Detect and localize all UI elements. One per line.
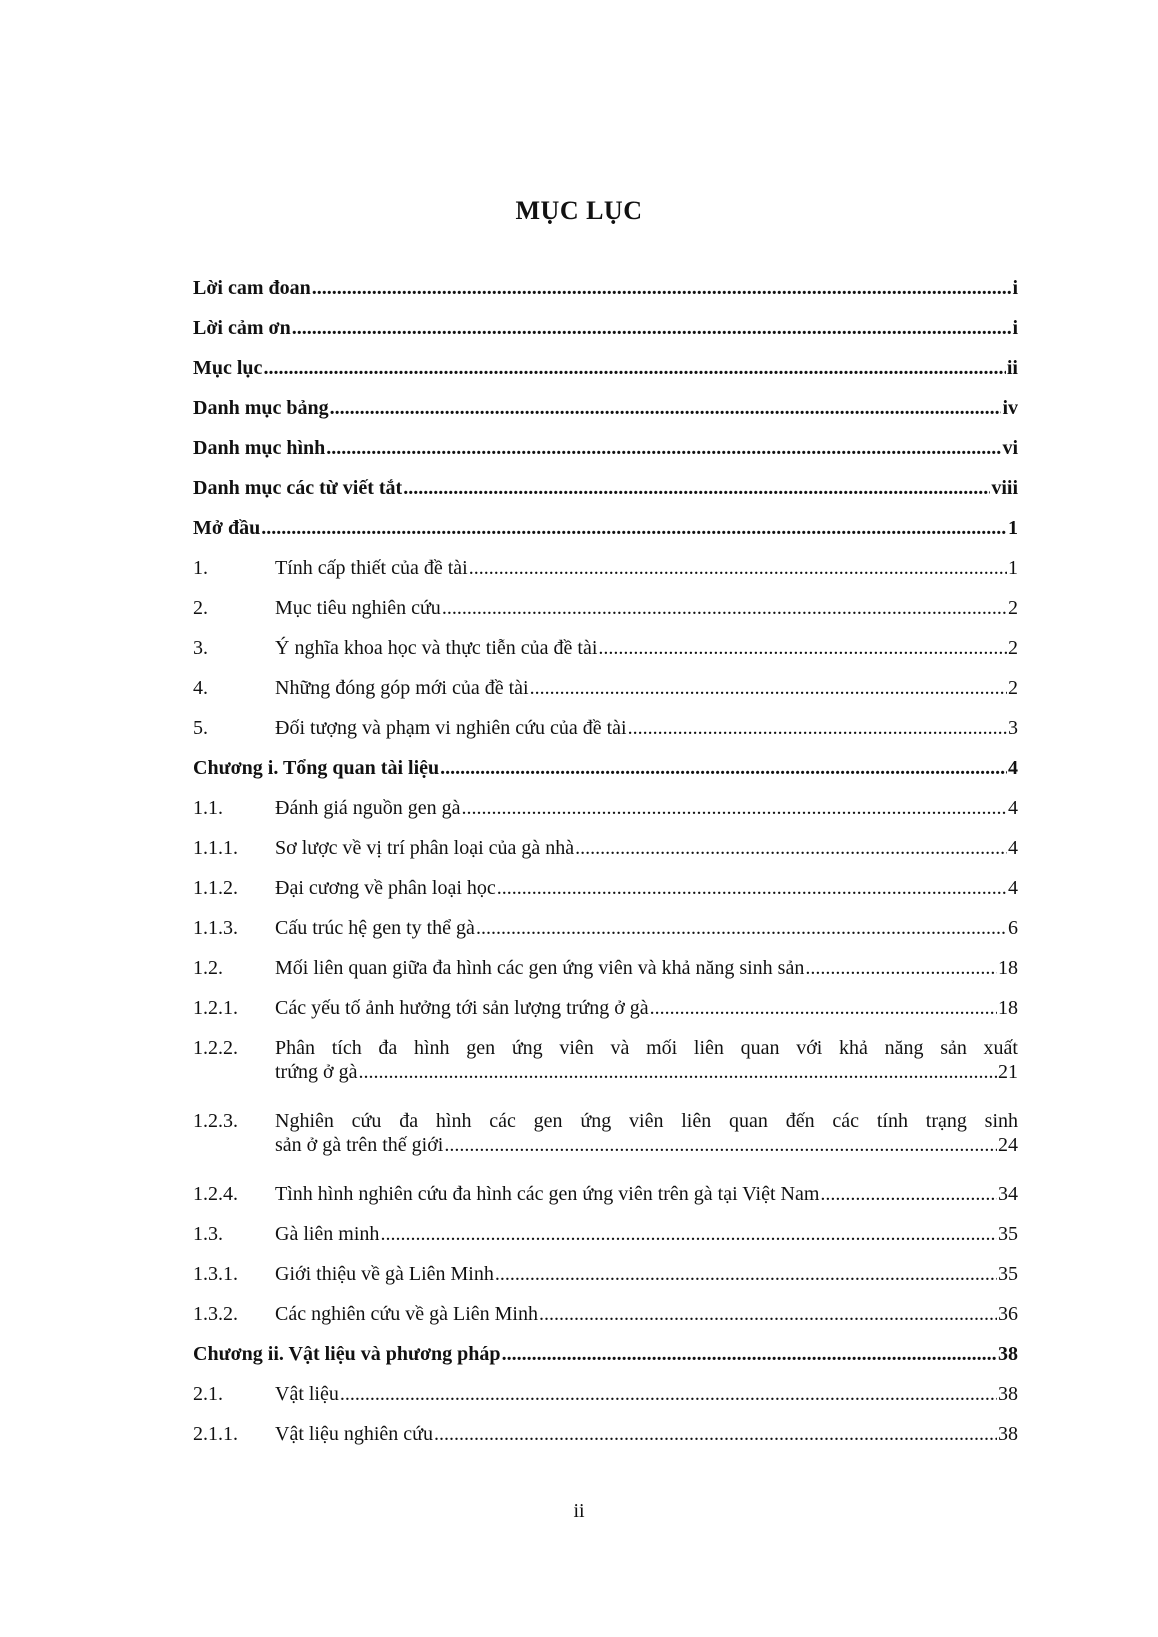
toc-entry-page: 35 [998,1263,1018,1285]
toc-entry-page: 38 [998,1383,1018,1405]
toc-entry-number: 1.3. [193,1223,223,1245]
toc-entry-page: ii [1006,357,1018,379]
toc-entry[interactable] [193,828,1018,868]
dot-leader [539,1302,997,1326]
toc-entry-title-continued: trứng ở gà [275,1061,358,1083]
toc-entry[interactable] [193,1028,1018,1101]
toc-entry[interactable] [193,1374,1018,1414]
toc-entry-number: 1.2.4. [193,1183,238,1205]
toc-entry[interactable] [193,1294,1018,1334]
toc-entry[interactable] [193,988,1018,1028]
toc-entry[interactable] [193,428,1018,468]
toc-entry-title: Đối tượng và phạm vi nghiên cứu của đề tài [275,717,627,739]
dot-leader [340,1382,997,1406]
toc-entry-page: 2 [1008,597,1018,619]
toc-entry-number: 1. [193,557,208,579]
dot-leader [530,676,1007,700]
toc-entry-number: 1.1.1. [193,837,238,859]
toc-entry-page: iv [1002,397,1018,419]
toc-entry-title: Tính cấp thiết của đề tài [275,557,468,579]
toc-entry-title: Cấu trúc hệ gen ty thể gà [275,917,475,939]
toc-entry-title: Các yếu tố ảnh hưởng tới sản lượng trứng ở gà [275,997,649,1019]
toc-entry-title: Gà liên minh [275,1223,380,1245]
toc-entry-number: 1.2.1. [193,997,238,1019]
toc-entry-title: Đánh giá nguồn gen gà [275,797,461,819]
toc-entry-page: 2 [1008,677,1018,699]
toc-entry-title: Mục lục [193,357,263,379]
toc-entry-title: Vật liệu [275,1383,339,1405]
toc-entry-page: 35 [998,1223,1018,1245]
toc-entry-title: Danh mục các từ viết tắt [193,477,403,499]
toc-entry-title: Danh mục hình [193,437,326,459]
toc-entry-page: 1 [1008,517,1018,539]
dot-leader [263,356,1005,380]
toc-entry-page: 38 [998,1343,1018,1365]
dot-leader [312,276,1012,300]
toc-entry[interactable] [193,508,1018,548]
toc-entry-number: 1.2. [193,957,223,979]
dot-leader [434,1422,997,1446]
toc-entry-number: 1.1.2. [193,877,238,899]
toc-entry-title: Nghiên cứu đa hình các gen ứng viên liên quan đến các tính trạng sinh [275,1110,1018,1132]
toc-entry-page: 34 [998,1183,1018,1205]
dot-leader [330,396,1002,420]
toc-entry-number: 1.3.1. [193,1263,238,1285]
toc-entry[interactable] [193,268,1018,308]
dot-leader [497,876,1007,900]
toc-entry-title: Giới thiệu về gà Liên Minh [275,1263,494,1285]
toc-entry-title: Mối liên quan giữa đa hình các gen ứng viên và khả năng sinh sản [275,957,805,979]
toc-entry-number: 1.3.2. [193,1303,238,1325]
dot-leader [403,476,990,500]
toc-entry[interactable] [193,1214,1018,1254]
dot-leader [820,1182,997,1206]
toc-entry-title: Tình hình nghiên cứu đa hình các gen ứng viên trên gà tại Việt Nam [275,1183,820,1205]
toc-entry-number: 5. [193,717,208,739]
dot-leader [495,1262,997,1286]
toc-entry-title: Lời cam đoan [193,277,311,299]
toc-entry-page: 1 [1008,557,1018,579]
toc-entry[interactable] [193,1254,1018,1294]
dot-leader [469,556,1007,580]
toc-entry-number: 1.1.3. [193,917,238,939]
toc-entry[interactable] [193,868,1018,908]
toc-entry-title: Lời cảm ơn [193,317,291,339]
toc-entry-title: Chương i. Tổng quan tài liệu [193,757,440,779]
toc-entry-page: 4 [1008,757,1018,779]
toc-entry-number: 2. [193,597,208,619]
toc-entry-page: 18 [998,957,1018,979]
toc-entry-title: Mục tiêu nghiên cứu [275,597,441,619]
toc-entry-title: Các nghiên cứu về gà Liên Minh [275,1303,538,1325]
dot-leader [442,596,1007,620]
toc-entry-title: Phân tích đa hình gen ứng viên và mối liên quan với khả năng sản xuất [275,1037,1018,1059]
dot-leader [502,1342,997,1366]
toc-entry-page: i [1012,277,1018,299]
toc-entry-page: 36 [998,1303,1018,1325]
toc-entry[interactable] [193,1174,1018,1214]
dot-leader [575,836,1007,860]
toc-entry-page: 3 [1008,717,1018,739]
toc-entry[interactable] [193,308,1018,348]
dot-leader [292,316,1012,340]
toc-entry-title: Đại cương về phân loại học [275,877,496,899]
dot-leader [650,996,997,1020]
dot-leader [476,916,1007,940]
dot-leader [261,516,1007,540]
dot-leader [440,756,1007,780]
toc-entry-title: Sơ lược về vị trí phân loại của gà nhà [275,837,575,859]
toc-entry-title: Chương ii. Vật liệu và phương pháp [193,1343,501,1365]
toc-entry[interactable] [193,948,1018,988]
toc-entry-page: vi [1002,437,1018,459]
toc-entry[interactable] [193,388,1018,428]
toc-entry-page: 18 [998,997,1018,1019]
dot-leader [805,956,997,980]
dot-leader [359,1060,997,1084]
toc-entry-title: Ý nghĩa khoa học và thực tiễn của đề tài [275,637,598,659]
toc-entry-page: 4 [1008,877,1018,899]
toc-entry-title: Vật liệu nghiên cứu [275,1423,434,1445]
page-title: MỤC LỤC [515,196,643,225]
toc-entry-page: 2 [1008,637,1018,659]
toc-entry-page: 38 [998,1423,1018,1445]
toc-entry-title: Danh mục bảng [193,397,329,419]
toc-entry-number: 2.1.1. [193,1423,238,1445]
toc-entry[interactable] [193,468,1018,508]
toc-entry-title-continued: sản ở gà trên thế giới [275,1134,444,1156]
toc-entry-number: 4. [193,677,208,699]
toc-entry[interactable] [193,1414,1018,1454]
toc-entry-number: 1.1. [193,797,223,819]
toc-entry[interactable] [193,708,1018,748]
toc-entry-page: 6 [1008,917,1018,939]
toc-entry[interactable] [193,588,1018,628]
toc-entry[interactable] [193,348,1018,388]
dot-leader [326,436,1001,460]
toc-entry-page: 4 [1008,837,1018,859]
dot-leader [628,716,1007,740]
toc-entry[interactable] [193,548,1018,588]
toc-entry-page: i [1012,317,1018,339]
toc-entry-number: 3. [193,637,208,659]
toc-entry-page: 24 [998,1134,1018,1156]
dot-leader [380,1222,997,1246]
toc-entry-title: Những đóng góp mới của đề tài [275,677,529,699]
toc-entry[interactable] [193,1101,1018,1174]
toc-entry[interactable] [193,788,1018,828]
toc-entry-page: viii [991,477,1018,499]
toc-entry-number: 2.1. [193,1383,223,1405]
dot-leader [598,636,1007,660]
page-number: ii [573,1500,585,1522]
toc-entry-title: Mở đầu [193,517,261,539]
dot-leader [462,796,1007,820]
toc-entry-number: 1.2.2. [193,1037,238,1059]
toc-entry[interactable] [193,908,1018,948]
toc-entry-page: 4 [1008,797,1018,819]
toc-entry[interactable] [193,668,1018,708]
toc-entry[interactable] [193,628,1018,668]
toc-entry-page: 21 [998,1061,1018,1083]
dot-leader [444,1133,997,1157]
toc-entry[interactable] [193,1334,1018,1374]
toc-entry[interactable] [193,748,1018,788]
toc-entry-number: 1.2.3. [193,1110,238,1132]
table-of-contents [193,268,1018,1454]
